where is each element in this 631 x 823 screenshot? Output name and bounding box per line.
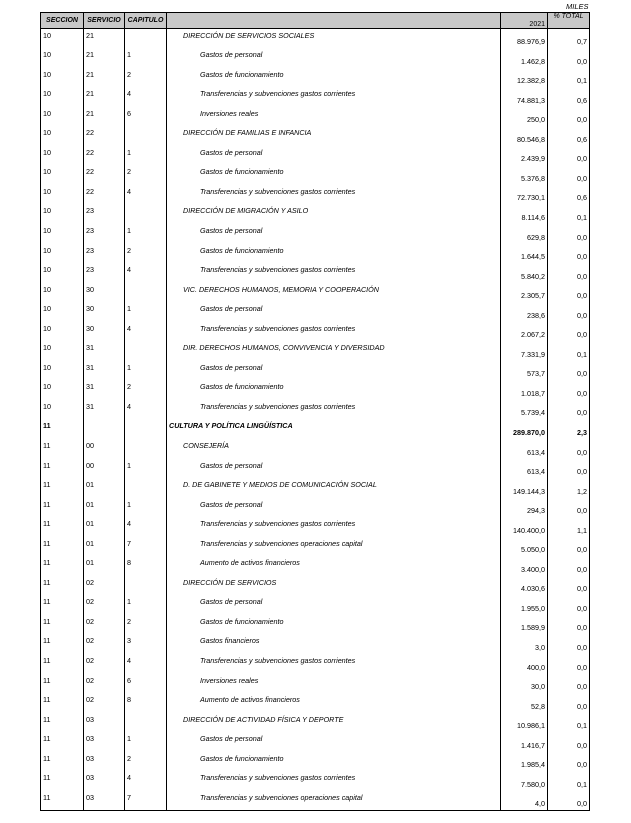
cell-importe: 400,0	[501, 654, 548, 674]
table-row	[41, 48, 590, 68]
cell-pct-total: 0,0	[548, 654, 590, 674]
cell-pct-total: 0,0	[548, 537, 590, 557]
cell-importe: 10.986,1	[501, 713, 548, 733]
table-row	[41, 68, 590, 88]
cell-importe: 3.400,0	[501, 556, 548, 576]
cell-capitulo: 3	[125, 634, 167, 654]
cell-capitulo: 1	[125, 732, 167, 752]
cell-pct-total: 0,0	[548, 459, 590, 479]
cell-descripcion: CULTURA Y POLÍTICA LINGÜÍSTICA	[167, 419, 501, 439]
cell-capitulo: 1	[125, 361, 167, 381]
cell-capitulo	[125, 29, 167, 49]
cell-importe: 5.739,4	[501, 400, 548, 420]
cell-descripcion: Gastos de funcionamiento	[167, 244, 501, 264]
cell-servicio: 30	[84, 302, 125, 322]
cell-pct-total: 0,0	[548, 615, 590, 635]
cell-servicio: 01	[84, 556, 125, 576]
cell-seccion: 11	[41, 634, 84, 654]
table-row	[41, 204, 590, 224]
cell-descripcion: Transferencias y subvenciones gastos corrientes	[167, 185, 501, 205]
cell-importe: 613,4	[501, 459, 548, 479]
cell-servicio: 22	[84, 185, 125, 205]
cell-servicio: 31	[84, 341, 125, 361]
cell-servicio: 22	[84, 146, 125, 166]
table-row	[41, 361, 590, 381]
cell-importe: 289.870,0	[501, 419, 548, 439]
cell-seccion: 11	[41, 615, 84, 635]
cell-servicio: 02	[84, 615, 125, 635]
cell-seccion: 11	[41, 732, 84, 752]
cell-descripcion: Transferencias y subvenciones gastos corrientes	[167, 322, 501, 342]
cell-servicio: 02	[84, 576, 125, 596]
cell-descripcion: DIRECCIÓN DE SERVICIOS	[167, 576, 501, 596]
cell-servicio: 02	[84, 595, 125, 615]
cell-importe: 4,0	[501, 791, 548, 811]
table-row	[41, 537, 590, 557]
cell-capitulo: 4	[125, 185, 167, 205]
cell-servicio: 03	[84, 791, 125, 811]
cell-seccion: 11	[41, 517, 84, 537]
cell-seccion: 11	[41, 459, 84, 479]
cell-descripcion: DIRECCIÓN DE ACTIVIDAD FÍSICA Y DEPORTE	[167, 713, 501, 733]
cell-importe: 1.985,4	[501, 752, 548, 772]
cell-capitulo: 6	[125, 107, 167, 127]
cell-pct-total: 0,0	[548, 165, 590, 185]
cell-seccion: 10	[41, 302, 84, 322]
cell-servicio: 21	[84, 107, 125, 127]
cell-capitulo: 2	[125, 68, 167, 88]
table-row	[41, 478, 590, 498]
cell-capitulo: 6	[125, 674, 167, 694]
cell-servicio: 00	[84, 439, 125, 459]
cell-seccion: 10	[41, 361, 84, 381]
cell-descripcion: Gastos de funcionamiento	[167, 752, 501, 772]
cell-descripcion: Transferencias y subvenciones gastos corrientes	[167, 87, 501, 107]
table-row	[41, 576, 590, 596]
cell-capitulo: 7	[125, 791, 167, 811]
cell-servicio: 30	[84, 283, 125, 303]
table-row	[41, 263, 590, 283]
cell-descripcion: Gastos de personal	[167, 224, 501, 244]
cell-seccion: 11	[41, 595, 84, 615]
table-row	[41, 322, 590, 342]
cell-servicio: 22	[84, 126, 125, 146]
cell-importe: 573,7	[501, 361, 548, 381]
table-row	[41, 595, 590, 615]
cell-seccion: 10	[41, 68, 84, 88]
cell-descripcion: Gastos de funcionamiento	[167, 165, 501, 185]
table-row	[41, 634, 590, 654]
cell-pct-total: 0,0	[548, 244, 590, 264]
cell-pct-total: 0,0	[548, 322, 590, 342]
cell-servicio: 03	[84, 713, 125, 733]
cell-importe: 72.730,1	[501, 185, 548, 205]
cell-seccion: 10	[41, 165, 84, 185]
cell-seccion: 11	[41, 654, 84, 674]
cell-descripcion: Gastos de personal	[167, 732, 501, 752]
cell-servicio: 02	[84, 674, 125, 694]
cell-importe: 88.976,9	[501, 29, 548, 49]
cell-seccion: 11	[41, 752, 84, 772]
cell-capitulo: 1	[125, 302, 167, 322]
cell-descripcion: DIRECCIÓN DE MIGRACIÓN Y ASILO	[167, 204, 501, 224]
cell-importe: 30,0	[501, 674, 548, 694]
cell-servicio: 03	[84, 771, 125, 791]
cell-descripcion: Gastos de funcionamiento	[167, 68, 501, 88]
cell-capitulo	[125, 478, 167, 498]
cell-importe: 1.416,7	[501, 732, 548, 752]
cell-capitulo: 1	[125, 48, 167, 68]
cell-seccion: 11	[41, 674, 84, 694]
table-row	[41, 674, 590, 694]
cell-servicio: 31	[84, 361, 125, 381]
cell-importe: 5.376,8	[501, 165, 548, 185]
table-row	[41, 693, 590, 713]
cell-servicio: 23	[84, 204, 125, 224]
cell-importe: 149.144,3	[501, 478, 548, 498]
cell-pct-total: 0,0	[548, 439, 590, 459]
table-row	[41, 146, 590, 166]
table-row	[41, 654, 590, 674]
cell-seccion: 10	[41, 87, 84, 107]
cell-importe: 2.305,7	[501, 283, 548, 303]
cell-seccion: 11	[41, 771, 84, 791]
cell-descripcion: Transferencias y subvenciones gastos corrientes	[167, 263, 501, 283]
cell-seccion: 11	[41, 693, 84, 713]
cell-descripcion: Inversiones reales	[167, 674, 501, 694]
table-row	[41, 556, 590, 576]
cell-capitulo: 2	[125, 615, 167, 635]
cell-capitulo	[125, 341, 167, 361]
cell-capitulo: 4	[125, 517, 167, 537]
cell-pct-total: 0,0	[548, 498, 590, 518]
table-row	[41, 224, 590, 244]
cell-servicio: 01	[84, 478, 125, 498]
cell-seccion: 10	[41, 185, 84, 205]
cell-seccion: 10	[41, 400, 84, 420]
cell-descripcion: CONSEJERÍA	[167, 439, 501, 459]
cell-descripcion: Transferencias y subvenciones gastos corrientes	[167, 654, 501, 674]
cell-capitulo: 1	[125, 146, 167, 166]
cell-capitulo	[125, 576, 167, 596]
table-row	[41, 713, 590, 733]
cell-importe: 4.030,6	[501, 576, 548, 596]
table-row	[41, 732, 590, 752]
cell-capitulo	[125, 419, 167, 439]
cell-descripcion: Gastos de funcionamiento	[167, 615, 501, 635]
header-seccion: SECCION	[41, 13, 84, 29]
cell-seccion: 10	[41, 126, 84, 146]
cell-descripcion: Transferencias y subvenciones gastos corrientes	[167, 517, 501, 537]
cell-descripcion: Gastos financieros	[167, 634, 501, 654]
cell-pct-total: 0,1	[548, 771, 590, 791]
cell-descripcion: Gastos de personal	[167, 146, 501, 166]
cell-importe: 12.382,8	[501, 68, 548, 88]
cell-seccion: 11	[41, 556, 84, 576]
cell-servicio: 31	[84, 400, 125, 420]
cell-seccion: 11	[41, 576, 84, 596]
cell-importe: 1.589,9	[501, 615, 548, 635]
table-row	[41, 283, 590, 303]
cell-servicio: 02	[84, 654, 125, 674]
cell-pct-total: 0,1	[548, 204, 590, 224]
cell-seccion: 10	[41, 341, 84, 361]
cell-pct-total: 0,0	[548, 283, 590, 303]
cell-importe: 1.462,8	[501, 48, 548, 68]
cell-descripcion: Gastos de personal	[167, 459, 501, 479]
cell-servicio: 23	[84, 224, 125, 244]
cell-importe: 5.840,2	[501, 263, 548, 283]
cell-servicio: 21	[84, 87, 125, 107]
cell-servicio: 02	[84, 634, 125, 654]
cell-pct-total: 0,0	[548, 595, 590, 615]
cell-pct-total: 1,2	[548, 478, 590, 498]
cell-pct-total: 0,0	[548, 48, 590, 68]
cell-descripcion: Transferencias y subvenciones gastos corrientes	[167, 400, 501, 420]
cell-descripcion: Gastos de funcionamiento	[167, 380, 501, 400]
cell-seccion: 11	[41, 791, 84, 811]
cell-seccion: 10	[41, 283, 84, 303]
cell-descripcion: Aumento de activos financieros	[167, 556, 501, 576]
cell-pct-total: 1,1	[548, 517, 590, 537]
cell-seccion: 10	[41, 107, 84, 127]
cell-capitulo: 2	[125, 752, 167, 772]
cell-capitulo: 4	[125, 400, 167, 420]
cell-pct-total: 0,0	[548, 107, 590, 127]
table-row	[41, 517, 590, 537]
budget-table	[40, 12, 590, 811]
table-row	[41, 29, 590, 49]
cell-importe: 238,6	[501, 302, 548, 322]
cell-pct-total: 0,0	[548, 146, 590, 166]
cell-pct-total: 0,0	[548, 576, 590, 596]
cell-seccion: 10	[41, 380, 84, 400]
table-row	[41, 87, 590, 107]
table-row	[41, 419, 590, 439]
header-year: 2021	[501, 13, 548, 29]
cell-capitulo	[125, 204, 167, 224]
cell-descripcion: Gastos de personal	[167, 595, 501, 615]
table-row	[41, 302, 590, 322]
cell-servicio: 23	[84, 263, 125, 283]
table-row	[41, 615, 590, 635]
cell-capitulo: 2	[125, 165, 167, 185]
table-row	[41, 752, 590, 772]
cell-descripcion: Inversiones reales	[167, 107, 501, 127]
cell-descripcion: DIR. DERECHOS HUMANOS, CONVIVENCIA Y DIVERSIDAD	[167, 341, 501, 361]
cell-pct-total: 0,0	[548, 224, 590, 244]
cell-capitulo	[125, 283, 167, 303]
cell-importe: 613,4	[501, 439, 548, 459]
cell-pct-total: 0,6	[548, 87, 590, 107]
table-header	[41, 13, 590, 29]
cell-capitulo: 1	[125, 459, 167, 479]
cell-pct-total: 0,0	[548, 674, 590, 694]
cell-pct-total: 0,0	[548, 732, 590, 752]
table-row	[41, 498, 590, 518]
cell-seccion: 10	[41, 48, 84, 68]
table-body	[41, 29, 590, 811]
cell-servicio: 02	[84, 693, 125, 713]
cell-seccion: 11	[41, 498, 84, 518]
cell-pct-total: 0,6	[548, 126, 590, 146]
table-row	[41, 400, 590, 420]
cell-importe: 7.331,9	[501, 341, 548, 361]
cell-pct-total: 0,7	[548, 29, 590, 49]
cell-pct-total: 0,1	[548, 341, 590, 361]
cell-pct-total: 0,0	[548, 556, 590, 576]
table-row	[41, 341, 590, 361]
cell-servicio: 03	[84, 732, 125, 752]
cell-seccion: 11	[41, 478, 84, 498]
cell-servicio: 21	[84, 48, 125, 68]
cell-importe: 7.580,0	[501, 771, 548, 791]
cell-descripcion: DIRECCIÓN DE SERVICIOS SOCIALES	[167, 29, 501, 49]
cell-pct-total: 0,0	[548, 400, 590, 420]
cell-seccion: 11	[41, 419, 84, 439]
cell-descripcion: Transferencias y subvenciones operaciones capital	[167, 791, 501, 811]
cell-pct-total: 2,3	[548, 419, 590, 439]
cell-servicio: 31	[84, 380, 125, 400]
table-row	[41, 185, 590, 205]
cell-servicio: 03	[84, 752, 125, 772]
cell-pct-total: 0,0	[548, 693, 590, 713]
cell-seccion: 10	[41, 244, 84, 264]
cell-seccion: 10	[41, 146, 84, 166]
cell-servicio: 23	[84, 244, 125, 264]
cell-servicio: 30	[84, 322, 125, 342]
cell-capitulo: 2	[125, 380, 167, 400]
cell-capitulo: 2	[125, 244, 167, 264]
cell-servicio: 21	[84, 29, 125, 49]
table-row	[41, 459, 590, 479]
cell-importe: 629,8	[501, 224, 548, 244]
table-row	[41, 771, 590, 791]
cell-importe: 2.439,9	[501, 146, 548, 166]
cell-pct-total: 0,6	[548, 185, 590, 205]
cell-importe: 8.114,6	[501, 204, 548, 224]
cell-importe: 52,8	[501, 693, 548, 713]
cell-capitulo: 7	[125, 537, 167, 557]
cell-seccion: 10	[41, 263, 84, 283]
cell-servicio	[84, 419, 125, 439]
cell-importe: 2.067,2	[501, 322, 548, 342]
cell-pct-total: 0,0	[548, 634, 590, 654]
cell-importe: 1.644,5	[501, 244, 548, 264]
cell-importe: 140.400,0	[501, 517, 548, 537]
cell-importe: 250,0	[501, 107, 548, 127]
cell-servicio: 01	[84, 537, 125, 557]
header-capitulo: CAPITULO	[125, 13, 167, 29]
header-pct-total: % TOTAL	[548, 13, 590, 29]
cell-seccion: 10	[41, 204, 84, 224]
cell-capitulo	[125, 126, 167, 146]
cell-seccion: 10	[41, 29, 84, 49]
cell-pct-total: 0,0	[548, 380, 590, 400]
cell-capitulo: 8	[125, 556, 167, 576]
table-row	[41, 107, 590, 127]
cell-seccion: 11	[41, 713, 84, 733]
table-row	[41, 380, 590, 400]
table-row	[41, 126, 590, 146]
cell-servicio: 21	[84, 68, 125, 88]
cell-importe: 1.955,0	[501, 595, 548, 615]
units-label: MILES	[566, 2, 589, 11]
cell-descripcion: DIRECCIÓN DE FAMILIAS E INFANCIA	[167, 126, 501, 146]
cell-descripcion: Aumento de activos financieros	[167, 693, 501, 713]
cell-descripcion: Transferencias y subvenciones operaciones capital	[167, 537, 501, 557]
cell-servicio: 22	[84, 165, 125, 185]
cell-capitulo: 1	[125, 224, 167, 244]
cell-pct-total: 0,1	[548, 68, 590, 88]
cell-descripcion: Gastos de personal	[167, 498, 501, 518]
cell-servicio: 01	[84, 498, 125, 518]
cell-importe: 1.018,7	[501, 380, 548, 400]
cell-descripcion: Gastos de personal	[167, 48, 501, 68]
header-servicio: SERVICIO	[84, 13, 125, 29]
cell-capitulo	[125, 713, 167, 733]
table-row	[41, 165, 590, 185]
cell-capitulo	[125, 439, 167, 459]
cell-pct-total: 0,0	[548, 302, 590, 322]
cell-descripcion: Gastos de personal	[167, 302, 501, 322]
cell-seccion: 11	[41, 537, 84, 557]
cell-seccion: 10	[41, 322, 84, 342]
table-row	[41, 244, 590, 264]
cell-capitulo: 4	[125, 771, 167, 791]
cell-pct-total: 0,1	[548, 713, 590, 733]
cell-importe: 5.050,0	[501, 537, 548, 557]
cell-importe: 80.546,8	[501, 126, 548, 146]
cell-seccion: 11	[41, 439, 84, 459]
cell-capitulo: 4	[125, 322, 167, 342]
cell-capitulo: 1	[125, 498, 167, 518]
cell-servicio: 00	[84, 459, 125, 479]
cell-capitulo: 4	[125, 654, 167, 674]
cell-descripcion: VIC. DERECHOS HUMANOS, MEMORIA Y COOPERACIÓN	[167, 283, 501, 303]
cell-descripcion: Gastos de personal	[167, 361, 501, 381]
cell-importe: 74.881,3	[501, 87, 548, 107]
cell-pct-total: 0,0	[548, 791, 590, 811]
cell-capitulo: 8	[125, 693, 167, 713]
cell-descripcion: Transferencias y subvenciones gastos corrientes	[167, 771, 501, 791]
table-row	[41, 439, 590, 459]
header-descripcion	[167, 13, 501, 29]
cell-importe: 294,3	[501, 498, 548, 518]
cell-capitulo: 4	[125, 87, 167, 107]
cell-importe: 3,0	[501, 634, 548, 654]
cell-pct-total: 0,0	[548, 752, 590, 772]
cell-pct-total: 0,0	[548, 263, 590, 283]
cell-servicio: 01	[84, 517, 125, 537]
cell-capitulo: 1	[125, 595, 167, 615]
cell-seccion: 10	[41, 224, 84, 244]
cell-capitulo: 4	[125, 263, 167, 283]
cell-descripcion: D. DE GABINETE Y MEDIOS DE COMUNICACIÓN SOCIAL	[167, 478, 501, 498]
cell-pct-total: 0,0	[548, 361, 590, 381]
table-row	[41, 791, 590, 811]
